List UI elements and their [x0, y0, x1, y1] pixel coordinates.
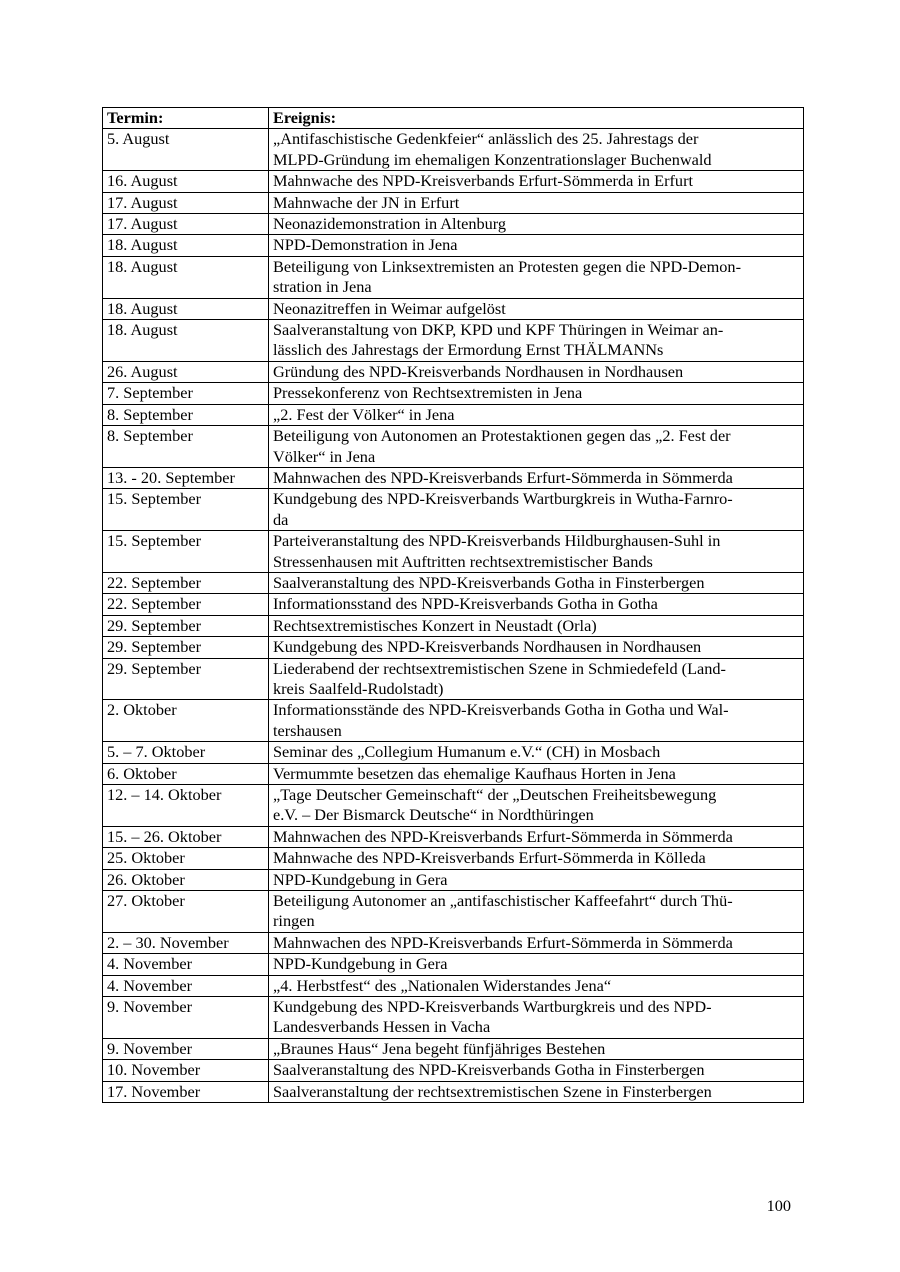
- ereignis-line: „2. Fest der Völker“ in Jena: [273, 404, 455, 424]
- termin-cell: 4. November: [103, 954, 269, 975]
- termin-cell: 8. September: [103, 404, 269, 425]
- table-row: [103, 826, 804, 847]
- table-row: [103, 1060, 804, 1081]
- table-row: [103, 298, 804, 319]
- ereignis-line: „Tage Deutscher Gemeinschaft“ der „Deutschen Freiheitsbewegung: [273, 785, 717, 804]
- table-row: [103, 891, 804, 933]
- ereignis-cell: [269, 235, 804, 256]
- termin-cell: 26. Oktober: [103, 869, 269, 890]
- table-row: [103, 531, 804, 573]
- table-row: [103, 320, 804, 362]
- ereignis-cell: [269, 594, 804, 615]
- ereignis-cell: [269, 742, 804, 763]
- table-row: [103, 869, 804, 890]
- termin-cell: 2. Oktober: [103, 700, 269, 742]
- ereignis-cell: [269, 785, 804, 827]
- ereignis-line: Kundgebung des NPD-Kreisverbands Wartburgkreis und des NPD-: [273, 997, 712, 1017]
- ereignis-line: Beteiligung Autonomer an „antifaschistischer Kaffeefahrt“ durch Thü-: [273, 891, 733, 911]
- table-row: [103, 785, 804, 827]
- ereignis-line: Kundgebung des NPD-Kreisverbands Nordhausen in Nordhausen: [273, 637, 702, 657]
- table-row: [103, 763, 804, 784]
- ereignis-line: Neonazitreffen in Weimar aufgelöst: [273, 298, 506, 318]
- ereignis-cell: [269, 1060, 804, 1081]
- ereignis-cell: [269, 1081, 804, 1102]
- ereignis-line: Rechtsextremistisches Konzert in Neustadt (Orla): [273, 615, 597, 635]
- ereignis-line: Informationsstände des NPD-Kreisverbands Gotha in Gotha und Wal-: [273, 700, 729, 720]
- ereignis-cell: [269, 361, 804, 382]
- termin-cell: 10. November: [103, 1060, 269, 1081]
- table-row: [103, 489, 804, 531]
- table-row: [103, 742, 804, 763]
- ereignis-line: Beteiligung von Autonomen an Protestaktionen gegen das „2. Fest der: [273, 426, 731, 446]
- table-row: [103, 637, 804, 658]
- termin-cell: 18. August: [103, 320, 269, 362]
- ereignis-line: Kundgebung des NPD-Kreisverbands Wartburgkreis in Wutha-Farnro-: [273, 489, 733, 509]
- ereignis-line: e.V. – Der Bismarck Deutsche“ in Nordthüringen: [273, 805, 594, 825]
- termin-cell: 13. - 20. September: [103, 467, 269, 488]
- ereignis-line: NPD-Demonstration in Jena: [273, 235, 458, 255]
- ereignis-line: Mahnwachen des NPD-Kreisverbands Erfurt-Sömmerda in Sömmerda: [273, 932, 733, 952]
- events-table: [102, 107, 804, 1103]
- ereignis-cell: [269, 192, 804, 213]
- ereignis-cell: [269, 954, 804, 975]
- ereignis-cell: [269, 531, 804, 573]
- table-row: [103, 572, 804, 593]
- termin-cell: 18. August: [103, 298, 269, 319]
- table-row: [103, 426, 804, 468]
- ereignis-cell: [269, 404, 804, 425]
- table-row: [103, 1038, 804, 1059]
- termin-cell: 7. September: [103, 383, 269, 404]
- table-row: [103, 235, 804, 256]
- ereignis-line: stration in Jena: [273, 277, 372, 297]
- table-header-row: [103, 108, 804, 129]
- termin-cell: 2. – 30. November: [103, 932, 269, 953]
- ereignis-cell: [269, 426, 804, 468]
- ereignis-cell: [269, 489, 804, 531]
- ereignis-line: Mahnwache des NPD-Kreisverbands Erfurt-Sömmerda in Erfurt: [273, 171, 694, 191]
- table-row: [103, 848, 804, 869]
- termin-cell: 25. Oktober: [103, 848, 269, 869]
- ereignis-line: Mahnwachen des NPD-Kreisverbands Erfurt-Sömmerda in Sömmerda: [273, 467, 733, 487]
- ereignis-line: Liederabend der rechtsextremistischen Szene in Schmiedefeld (Land-: [273, 658, 726, 678]
- termin-cell: 5. August: [103, 129, 269, 171]
- termin-cell: 6. Oktober: [103, 763, 269, 784]
- ereignis-line: Pressekonferenz von Rechtsextremisten in Jena: [273, 383, 583, 403]
- ereignis-cell: [269, 658, 804, 700]
- termin-cell: 12. – 14. Oktober: [103, 785, 269, 827]
- ereignis-line: Parteiveranstaltung des NPD-Kreisverbands Hildburghausen-Suhl in: [273, 531, 721, 551]
- ereignis-cell: [269, 848, 804, 869]
- termin-cell: 18. August: [103, 235, 269, 256]
- table-row: [103, 615, 804, 636]
- ereignis-cell: [269, 214, 804, 235]
- ereignis-cell: [269, 615, 804, 636]
- table-body: [103, 129, 804, 1103]
- ereignis-cell: [269, 700, 804, 742]
- ereignis-line: Informationsstand des NPD-Kreisverbands Gotha in Gotha: [273, 594, 658, 614]
- table-row: [103, 214, 804, 235]
- ereignis-cell: [269, 932, 804, 953]
- ereignis-line: Stressenhausen mit Auftritten rechtsextremistischer Bands: [273, 551, 653, 571]
- table-row: [103, 658, 804, 700]
- table-row: [103, 594, 804, 615]
- termin-cell: 17. November: [103, 1081, 269, 1102]
- header-termin: Termin:: [103, 108, 269, 129]
- ereignis-line: Mahnwache der JN in Erfurt: [273, 192, 460, 212]
- termin-cell: 15. September: [103, 531, 269, 573]
- ereignis-line: „Braunes Haus“ Jena begeht fünfjähriges Bestehen: [273, 1038, 606, 1058]
- ereignis-line: Vermummte besetzen das ehemalige Kaufhaus Horten in Jena: [273, 763, 676, 783]
- termin-cell: 18. August: [103, 256, 269, 298]
- ereignis-line: Mahnwachen des NPD-Kreisverbands Erfurt-Sömmerda in Sömmerda: [273, 826, 733, 846]
- termin-cell: 16. August: [103, 171, 269, 192]
- ereignis-cell: [269, 997, 804, 1039]
- ereignis-line: Saalveranstaltung der rechtsextremistischen Szene in Finsterbergen: [273, 1081, 712, 1101]
- table-row: [103, 361, 804, 382]
- table-row: [103, 700, 804, 742]
- termin-cell: 5. – 7. Oktober: [103, 742, 269, 763]
- ereignis-line: lässlich des Jahrestags der Ermordung Ernst THÄLMANNs: [273, 340, 664, 360]
- termin-cell: 9. November: [103, 1038, 269, 1059]
- ereignis-line: ringen: [273, 911, 315, 931]
- termin-cell: 17. August: [103, 192, 269, 213]
- page-number: 100: [766, 1196, 791, 1215]
- ereignis-line: MLPD-Gründung im ehemaligen Konzentrationslager Buchenwald: [273, 149, 712, 169]
- ereignis-line: NPD-Kundgebung in Gera: [273, 954, 448, 974]
- termin-cell: 26. August: [103, 361, 269, 382]
- termin-cell: 17. August: [103, 214, 269, 235]
- ereignis-line: da: [273, 509, 289, 529]
- termin-cell: 27. Oktober: [103, 891, 269, 933]
- termin-cell: 8. September: [103, 426, 269, 468]
- header-ereignis: Ereignis:: [269, 108, 804, 129]
- ereignis-cell: [269, 467, 804, 488]
- ereignis-line: tershausen: [273, 720, 342, 740]
- termin-cell: 29. September: [103, 615, 269, 636]
- table-row: [103, 954, 804, 975]
- ereignis-line: Neonazidemonstration in Altenburg: [273, 214, 507, 234]
- ereignis-cell: [269, 891, 804, 933]
- ereignis-line: Landesverbands Hessen in Vacha: [273, 1017, 491, 1037]
- table-row: [103, 383, 804, 404]
- ereignis-cell: [269, 383, 804, 404]
- ereignis-line: Mahnwache des NPD-Kreisverbands Erfurt-Sömmerda in Kölleda: [273, 848, 706, 868]
- table-row: [103, 192, 804, 213]
- ereignis-line: „Antifaschistische Gedenkfeier“ anlässlich des 25. Jahrestags der: [273, 129, 699, 149]
- ereignis-line: Saalveranstaltung des NPD-Kreisverbands Gotha in Finsterbergen: [273, 572, 705, 592]
- table-header: [103, 108, 804, 129]
- termin-cell: 15. – 26. Oktober: [103, 826, 269, 847]
- ereignis-line: Gründung des NPD-Kreisverbands Nordhausen in Nordhausen: [273, 361, 684, 381]
- ereignis-cell: [269, 298, 804, 319]
- ereignis-cell: [269, 320, 804, 362]
- ereignis-cell: [269, 572, 804, 593]
- table-row: [103, 975, 804, 996]
- termin-cell: 4. November: [103, 975, 269, 996]
- ereignis-line: „4. Herbstfest“ des „Nationalen Widerstandes Jena“: [273, 975, 612, 995]
- ereignis-line: Beteiligung von Linksextremisten an Protesten gegen die NPD-Demon-: [273, 256, 741, 276]
- ereignis-cell: [269, 763, 804, 784]
- ereignis-cell: [269, 637, 804, 658]
- table-row: [103, 997, 804, 1039]
- table-row: [103, 404, 804, 425]
- termin-cell: 9. November: [103, 997, 269, 1039]
- table-row: [103, 467, 804, 488]
- ereignis-cell: [269, 171, 804, 192]
- table-row: [103, 129, 804, 171]
- termin-cell: 22. September: [103, 572, 269, 593]
- ereignis-line: NPD-Kundgebung in Gera: [273, 869, 448, 889]
- table-row: [103, 171, 804, 192]
- ereignis-line: Seminar des „Collegium Humanum e.V.“ (CH) in Mosbach: [273, 742, 661, 762]
- termin-cell: 22. September: [103, 594, 269, 615]
- ereignis-line: Saalveranstaltung des NPD-Kreisverbands Gotha in Finsterbergen: [273, 1060, 705, 1080]
- ereignis-cell: [269, 869, 804, 890]
- ereignis-cell: [269, 826, 804, 847]
- ereignis-line: Saalveranstaltung von DKP, KPD und KPF Thüringen in Weimar an-: [273, 320, 724, 340]
- ereignis-cell: [269, 975, 804, 996]
- termin-cell: 15. September: [103, 489, 269, 531]
- ereignis-line: kreis Saalfeld-Rudolstadt): [273, 678, 444, 698]
- table-row: [103, 932, 804, 953]
- termin-cell: 29. September: [103, 637, 269, 658]
- table-row: [103, 256, 804, 298]
- ereignis-line: Völker“ in Jena: [273, 446, 376, 466]
- ereignis-cell: [269, 1038, 804, 1059]
- ereignis-cell: [269, 256, 804, 298]
- termin-cell: 29. September: [103, 658, 269, 700]
- table-row: [103, 1081, 804, 1102]
- ereignis-cell: [269, 129, 804, 171]
